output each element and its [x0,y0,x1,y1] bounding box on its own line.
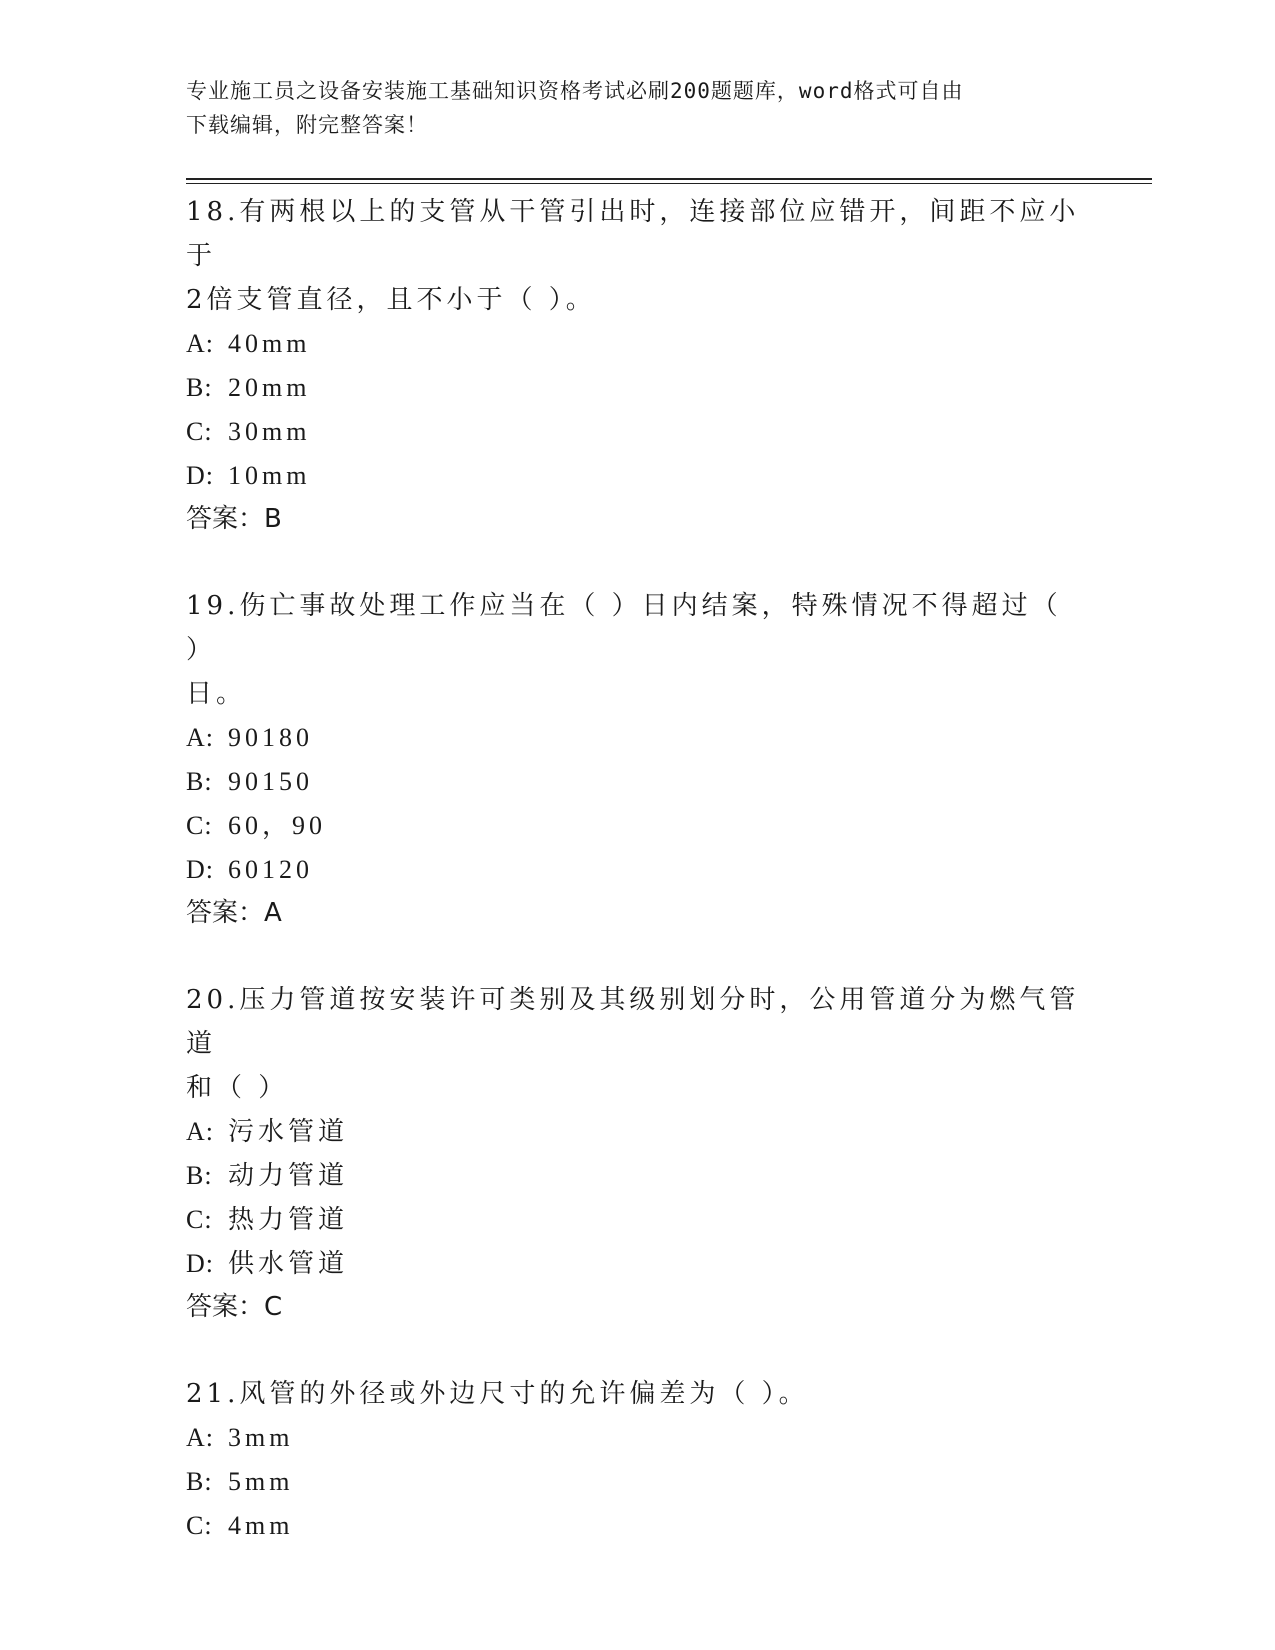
option-text: 10mm [228,461,311,490]
question-list [186,190,1086,1592]
option-d [186,454,1086,498]
option-b [186,1460,1086,1504]
option-b [186,1154,1086,1198]
option-text: 热力管道 [228,1205,349,1234]
question-stem-line-1: 19.伤亡事故处理工作应当在（ ）日内结案，特殊情况不得超过（ ） [186,591,1062,665]
question-stem-line-1: 20.压力管道按安装许可类别及其级别划分时，公用管道分为燃气管道 [186,985,1080,1059]
header-divider-thick [186,178,1152,180]
option-text: 3mm [228,1423,294,1452]
answer-line: 答案：A [186,898,282,928]
option-text: 60，90 [228,811,327,840]
option-label: C: [186,1205,213,1234]
option-label: A: [186,723,214,752]
option-c [186,1198,1086,1242]
option-text: 60120 [228,855,313,884]
option-label: D: [186,855,214,884]
question-stem-line-1: 21.风管的外径或外边尺寸的允许偏差为（ ）。 [186,1379,809,1409]
option-label: D: [186,461,214,490]
option-label: B: [186,1161,213,1190]
option-text: 30mm [228,417,311,446]
option-text: 20mm [228,373,311,402]
option-label: A: [186,1117,214,1146]
option-c [186,410,1086,454]
header-divider-thin [186,183,1152,184]
option-text: 供水管道 [228,1249,349,1278]
option-a [186,1110,1086,1154]
option-label: C: [186,1511,213,1540]
answer-line: 答案：B [186,504,282,534]
document-header [186,74,1086,142]
option-label: B: [186,767,213,796]
option-label: C: [186,811,213,840]
option-c [186,1504,1086,1548]
option-text: 4mm [228,1511,294,1540]
question-20 [186,978,1086,1328]
option-label: C: [186,417,213,446]
question-19 [186,584,1086,934]
option-label: A: [186,1423,214,1452]
option-c [186,804,1086,848]
option-text: 动力管道 [228,1161,349,1190]
answer-line: 答案：C [186,1292,283,1322]
option-label: A: [186,329,214,358]
option-label: B: [186,373,213,402]
question-stem-line-2: 日。 [186,679,247,709]
option-a [186,716,1086,760]
option-text: 40mm [228,329,311,358]
option-text: 5mm [228,1467,294,1496]
option-text: 污水管道 [228,1117,349,1146]
option-b [186,760,1086,804]
question-18 [186,190,1086,540]
option-text: 90150 [228,767,313,796]
question-stem-line-2: 和（ ） [186,1073,289,1103]
header-line-1: 专业施工员之设备安装施工基础知识资格考试必刷200题题库，word格式可自由 [186,79,964,103]
option-text: 90180 [228,723,313,752]
option-label: B: [186,1467,213,1496]
option-b [186,366,1086,410]
question-stem-line-1: 18.有两根以上的支管从干管引出时，连接部位应错开，间距不应小于 [186,197,1080,271]
option-a [186,322,1086,366]
option-d [186,1242,1086,1286]
option-label: D: [186,1249,214,1278]
question-stem-line-2: 2倍支管直径，且不小于（ ）。 [186,285,596,315]
header-line-2: 下载编辑，附完整答案！ [186,113,428,137]
option-d [186,848,1086,892]
question-21 [186,1372,1086,1548]
option-a [186,1416,1086,1460]
